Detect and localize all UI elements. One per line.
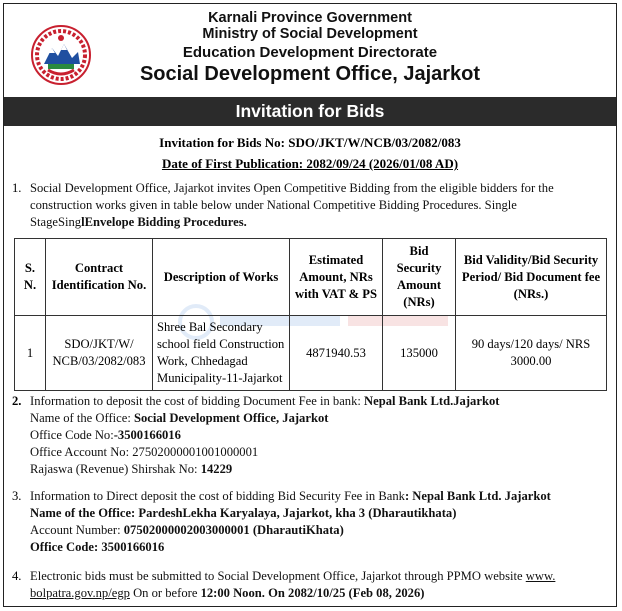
item-3-line-4: Office Code: 3500166016 xyxy=(30,540,165,554)
item-3-line-1: Information to Direct deposit the cost of bidding Bid Security Fee in Bank: Nepal Bank Ltd. Jajarkot xyxy=(30,489,551,503)
notice-page xyxy=(3,3,617,607)
ppmo-link-part-2[interactable]: bolpatra.gov.np/egp xyxy=(30,586,130,600)
cell-description: Shree Bal Secondary school field Construction Work, Chhedagad Municipality-11-Jajarkot xyxy=(153,316,290,391)
item-2-line-5: Rajaswa (Revenue) Shirshak No: 14229 xyxy=(30,462,233,476)
cell-contract-id: SDO/JKT/W/ NCB/03/2082/083 xyxy=(46,316,153,391)
col-bid-validity: Bid Validity/Bid Security Period/ Bid Document fee (NRs.) xyxy=(456,239,607,316)
col-estimated-amount: Estimated Amount, NRs with VAT & PS xyxy=(290,239,383,316)
col-sn: S. N. xyxy=(15,239,46,316)
directorate-name: Education Development Directorate xyxy=(182,44,438,61)
cell-estimated-amount: 4871940.53 xyxy=(290,316,383,391)
item-1-text xyxy=(30,180,610,231)
col-contract-id: Contract Identification No. xyxy=(46,239,153,316)
table-header-row xyxy=(15,239,607,316)
cell-sn: 1 xyxy=(15,316,46,391)
office-name: Social Development Office, Jajarkot xyxy=(139,63,481,85)
bid-number: Invitation for Bids No: SDO/JKT/W/NCB/03/2082/083 xyxy=(159,135,461,150)
ppmo-link-part-1[interactable]: www. xyxy=(525,569,556,583)
cell-bid-security: 135000 xyxy=(383,316,456,391)
item-1-number: 1. xyxy=(12,181,22,195)
item-2-line-1: Information to deposit the cost of bidding Document Fee in bank: Nepal Bank Ltd.Jajarkot xyxy=(30,394,500,408)
item-2-line-4: Office Account No: 27502000001001000001 xyxy=(30,445,259,459)
item-2-text xyxy=(30,393,610,478)
works-table xyxy=(14,238,607,391)
col-description: Description of Works xyxy=(153,239,290,316)
item-4-text xyxy=(30,568,610,602)
item-2-number: 2. xyxy=(12,394,22,408)
item-3-line-2: Name of the Office: PardeshLekha Karyalaya, Jajarkot, kha 3 (Dharautikhata) xyxy=(30,506,457,520)
item-1-body: Social Development Office, Jajarkot invites Open Competitive Bidding from the eligible bidders for the construction works given in table below under National Competitive Bidding Procedures. Single StageSing xyxy=(30,181,554,229)
item-1-bold: lEnvelope Bidding Procedures. xyxy=(81,215,247,229)
item-4-line-2: bolpatra.gov.np/egp On or before 12:00 Noon. On 2082/10/25 (Feb 08, 2026) xyxy=(30,586,425,600)
title-banner: Invitation for Bids xyxy=(4,97,616,126)
table-row xyxy=(15,316,607,391)
item-4-number: 4. xyxy=(12,569,22,583)
ministry-name: Ministry of Social Development xyxy=(202,26,418,42)
cell-bid-validity: 90 days/120 days/ NRS 3000.00 xyxy=(456,316,607,391)
item-3-number: 3. xyxy=(12,489,22,503)
item-2-line-2: Name of the Office: Social Development Office, Jajarkot xyxy=(30,411,329,425)
col-bid-security: Bid Security Amount (NRs) xyxy=(383,239,456,316)
item-3-text xyxy=(30,488,610,556)
government-name: Karnali Province Government xyxy=(208,10,412,26)
item-4-line-1: Electronic bids must be submitted to Social Development Office, Jajarkot through PPMO website www. xyxy=(30,569,556,583)
publication-date: Date of First Publication: 2082/09/24 (2026/01/08 AD) xyxy=(161,156,459,171)
header xyxy=(4,4,616,96)
item-2-line-3: Office Code No:-3500166016 xyxy=(30,428,181,442)
item-3-line-3: Account Number: 07502000002003000001 (DharautiKhata) xyxy=(30,523,344,537)
